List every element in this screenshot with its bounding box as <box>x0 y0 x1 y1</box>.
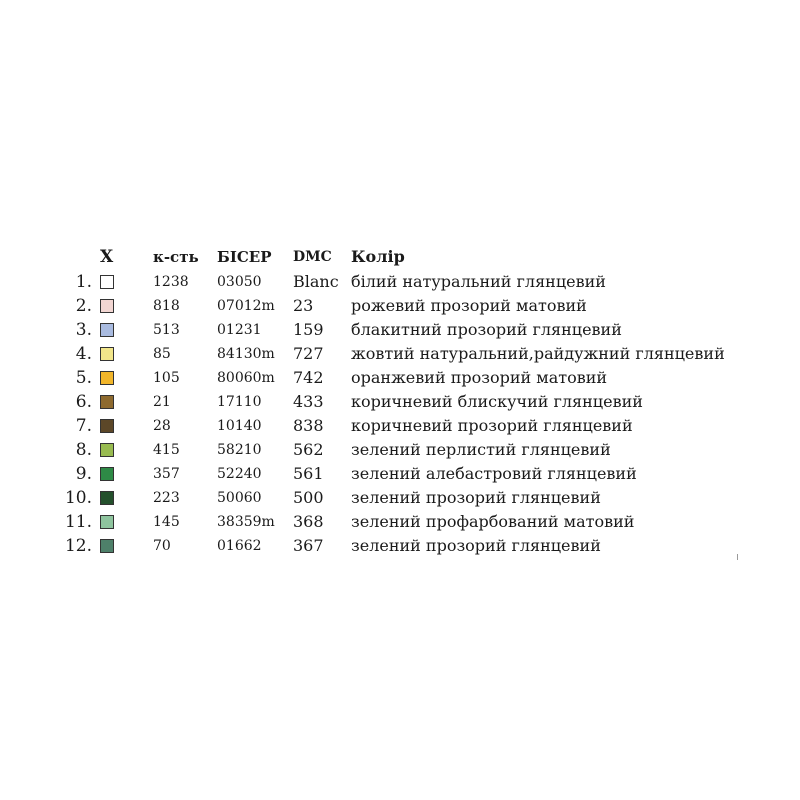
row-number: 9. <box>75 464 92 484</box>
row-bead-code: 03050 <box>217 274 262 290</box>
row-quantity: 357 <box>153 466 180 482</box>
header-dmc: DMC <box>293 249 332 265</box>
legend-row <box>0 342 800 366</box>
row-number: 12. <box>64 536 92 556</box>
row-color-name: зелений прозорий глянцевий <box>351 536 601 555</box>
row-number: 7. <box>75 416 92 436</box>
row-number: 8. <box>75 440 92 460</box>
row-color-name: рожевий прозорий матовий <box>351 296 587 315</box>
header-quantity: к-сть <box>153 248 199 266</box>
row-quantity: 513 <box>153 322 180 338</box>
row-bead-code: 10140 <box>217 418 262 434</box>
row-number: 11. <box>64 512 92 532</box>
legend-row <box>0 414 800 438</box>
color-swatch <box>100 515 114 529</box>
row-dmc-code: 727 <box>293 344 324 363</box>
row-bead-code: 58210 <box>217 442 262 458</box>
legend-row <box>0 438 800 462</box>
legend-row <box>0 270 800 294</box>
row-bead-code: 01662 <box>217 538 262 554</box>
color-swatch <box>100 371 114 385</box>
color-swatch <box>100 323 114 337</box>
row-dmc-code: Blanc <box>293 272 339 291</box>
row-quantity: 1238 <box>153 274 189 290</box>
row-dmc-code: 742 <box>293 368 324 387</box>
row-number: 3. <box>75 320 92 340</box>
row-bead-code: 52240 <box>217 466 262 482</box>
header-symbol: X <box>100 247 114 267</box>
color-swatch <box>100 443 114 457</box>
row-dmc-code: 23 <box>293 296 314 315</box>
header-color: Колір <box>351 247 405 266</box>
row-quantity: 70 <box>153 538 171 554</box>
row-color-name: коричневий блискучий глянцевий <box>351 392 643 411</box>
row-number: 1. <box>75 272 92 292</box>
row-quantity: 28 <box>153 418 171 434</box>
row-bead-code: 50060 <box>217 490 262 506</box>
row-color-name: блакитний прозорий глянцевий <box>351 320 622 339</box>
row-number: 10. <box>64 488 92 508</box>
row-quantity: 818 <box>153 298 180 314</box>
row-dmc-code: 562 <box>293 440 324 459</box>
row-dmc-code: 368 <box>293 512 324 531</box>
row-quantity: 21 <box>153 394 171 410</box>
row-bead-code: 38359m <box>217 514 275 530</box>
row-color-name: зелений перлистий глянцевий <box>351 440 611 459</box>
row-color-name: жовтий натуральний,райдужний глянцевий <box>351 344 725 363</box>
row-bead-code: 84130m <box>217 346 275 362</box>
row-dmc-code: 433 <box>293 392 324 411</box>
legend-row <box>0 390 800 414</box>
row-number: 5. <box>75 368 92 388</box>
legend-row <box>0 534 800 558</box>
row-quantity: 105 <box>153 370 180 386</box>
row-color-name: оранжевий прозорий матовий <box>351 368 608 387</box>
color-swatch <box>100 395 114 409</box>
row-bead-code: 07012m <box>217 298 275 314</box>
row-dmc-code: 367 <box>293 536 324 555</box>
legend-row <box>0 486 800 510</box>
row-dmc-code: 159 <box>293 320 324 339</box>
legend-row <box>0 510 800 534</box>
row-quantity: 85 <box>153 346 171 362</box>
row-color-name: білий натуральний глянцевий <box>351 272 606 291</box>
legend-row <box>0 366 800 390</box>
row-color-name: зелений профарбований матовий <box>351 512 635 531</box>
row-dmc-code: 561 <box>293 464 324 483</box>
row-dmc-code: 838 <box>293 416 324 435</box>
legend-row <box>0 294 800 318</box>
color-swatch <box>100 467 114 481</box>
color-swatch <box>100 299 114 313</box>
row-quantity: 145 <box>153 514 180 530</box>
row-color-name: зелений прозорий глянцевий <box>351 488 601 507</box>
row-number: 6. <box>75 392 92 412</box>
row-quantity: 223 <box>153 490 180 506</box>
color-swatch <box>100 419 114 433</box>
color-swatch <box>100 347 114 361</box>
row-number: 4. <box>75 344 92 364</box>
color-swatch <box>100 275 114 289</box>
row-bead-code: 01231 <box>217 322 262 338</box>
legend-rows <box>0 270 800 558</box>
legend-header-row <box>0 244 800 270</box>
row-quantity: 415 <box>153 442 180 458</box>
row-number: 2. <box>75 296 92 316</box>
bead-legend-table <box>0 244 800 558</box>
legend-row <box>0 462 800 486</box>
row-bead-code: 17110 <box>217 394 262 410</box>
color-swatch <box>100 539 114 553</box>
row-dmc-code: 500 <box>293 488 324 507</box>
header-bead: БІСЕР <box>217 248 272 266</box>
stray-mark <box>737 554 738 560</box>
row-color-name: коричневий прозорий глянцевий <box>351 416 633 435</box>
row-bead-code: 80060m <box>217 370 275 386</box>
color-swatch <box>100 491 114 505</box>
row-color-name: зелений алебастровий глянцевий <box>351 464 637 483</box>
legend-row <box>0 318 800 342</box>
